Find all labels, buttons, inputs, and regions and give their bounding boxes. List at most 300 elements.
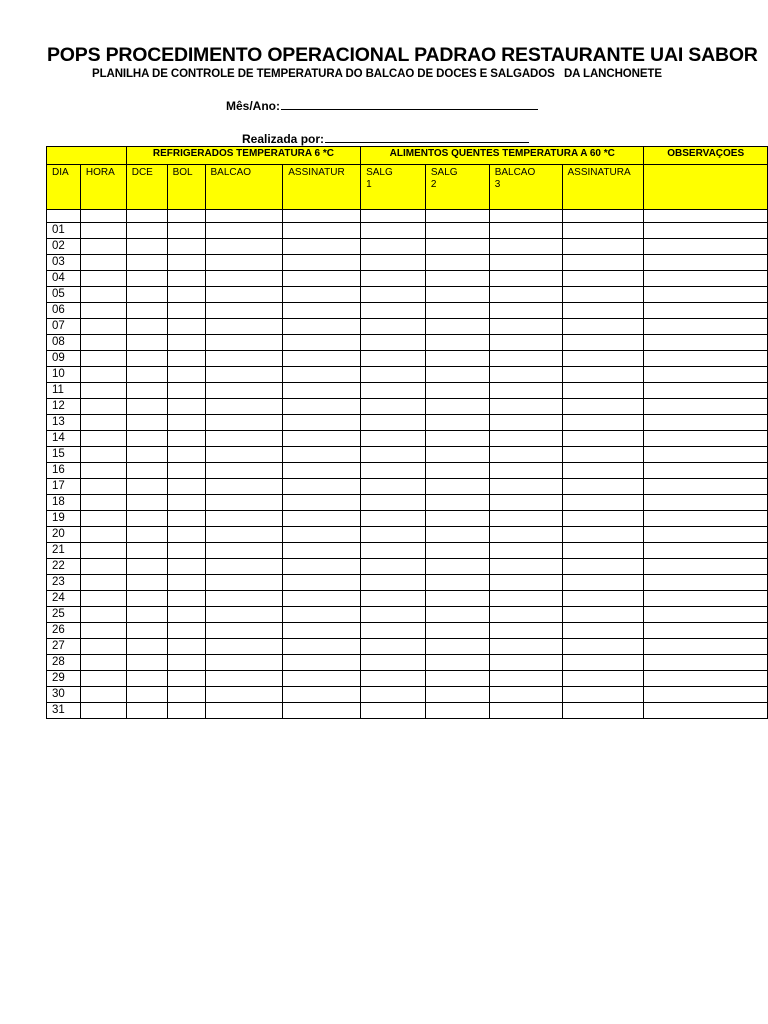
entry-cell[interactable] — [80, 271, 126, 287]
entry-cell[interactable] — [361, 399, 426, 415]
entry-cell[interactable] — [283, 559, 361, 575]
entry-cell[interactable] — [425, 687, 489, 703]
entry-cell[interactable] — [126, 239, 167, 255]
entry-cell[interactable] — [205, 479, 283, 495]
entry-cell[interactable] — [126, 495, 167, 511]
entry-cell[interactable] — [283, 415, 361, 431]
entry-cell[interactable] — [205, 655, 283, 671]
entry-cell[interactable] — [167, 383, 205, 399]
entry-cell[interactable] — [489, 495, 562, 511]
entry-cell[interactable] — [562, 511, 644, 527]
entry-cell[interactable] — [644, 383, 768, 399]
entry-cell[interactable] — [644, 223, 768, 239]
entry-cell[interactable] — [489, 607, 562, 623]
entry-cell[interactable] — [361, 463, 426, 479]
entry-cell[interactable] — [361, 335, 426, 351]
entry-cell[interactable] — [489, 335, 562, 351]
entry-cell[interactable] — [205, 527, 283, 543]
entry-cell[interactable] — [425, 527, 489, 543]
entry-cell[interactable] — [126, 271, 167, 287]
entry-cell[interactable] — [205, 303, 283, 319]
entry-cell[interactable] — [80, 671, 126, 687]
entry-cell[interactable] — [489, 639, 562, 655]
entry-cell[interactable] — [167, 703, 205, 719]
entry-cell[interactable] — [425, 319, 489, 335]
entry-cell[interactable] — [126, 383, 167, 399]
entry-cell[interactable] — [167, 431, 205, 447]
entry-cell[interactable] — [283, 623, 361, 639]
entry-cell[interactable] — [283, 399, 361, 415]
entry-cell[interactable] — [80, 623, 126, 639]
entry-cell[interactable] — [562, 303, 644, 319]
entry-cell[interactable] — [489, 703, 562, 719]
entry-cell[interactable] — [644, 575, 768, 591]
entry-cell[interactable] — [489, 223, 562, 239]
entry-cell[interactable] — [361, 655, 426, 671]
entry-cell[interactable] — [167, 255, 205, 271]
entry-cell[interactable] — [126, 351, 167, 367]
entry-cell[interactable] — [283, 239, 361, 255]
entry-cell[interactable] — [126, 639, 167, 655]
entry-cell[interactable] — [205, 351, 283, 367]
entry-cell[interactable] — [126, 575, 167, 591]
entry-cell[interactable] — [489, 623, 562, 639]
entry-cell[interactable] — [562, 239, 644, 255]
entry-cell[interactable] — [283, 351, 361, 367]
entry-cell[interactable] — [425, 671, 489, 687]
entry-cell[interactable] — [562, 383, 644, 399]
entry-cell[interactable] — [126, 447, 167, 463]
entry-cell[interactable] — [361, 671, 426, 687]
entry-cell[interactable] — [361, 527, 426, 543]
entry-cell[interactable] — [562, 527, 644, 543]
entry-cell[interactable] — [644, 303, 768, 319]
entry-cell[interactable] — [425, 575, 489, 591]
entry-cell[interactable] — [361, 479, 426, 495]
entry-cell[interactable] — [425, 431, 489, 447]
entry-cell[interactable] — [562, 703, 644, 719]
entry-cell[interactable] — [644, 367, 768, 383]
entry-cell[interactable] — [80, 351, 126, 367]
entry-cell[interactable] — [489, 479, 562, 495]
entry-cell[interactable] — [489, 431, 562, 447]
entry-cell[interactable] — [644, 703, 768, 719]
entry-cell[interactable] — [80, 479, 126, 495]
entry-cell[interactable] — [167, 447, 205, 463]
entry-cell[interactable] — [425, 335, 489, 351]
entry-cell[interactable] — [126, 463, 167, 479]
entry-cell[interactable] — [167, 575, 205, 591]
entry-cell[interactable] — [489, 239, 562, 255]
entry-cell[interactable] — [489, 351, 562, 367]
entry-cell[interactable] — [167, 687, 205, 703]
entry-cell[interactable] — [167, 527, 205, 543]
entry-cell[interactable] — [205, 447, 283, 463]
entry-cell[interactable] — [126, 623, 167, 639]
entry-cell[interactable] — [562, 399, 644, 415]
entry-cell[interactable] — [126, 591, 167, 607]
entry-cell[interactable] — [80, 383, 126, 399]
entry-cell[interactable] — [361, 687, 426, 703]
entry-cell[interactable] — [425, 463, 489, 479]
entry-cell[interactable] — [167, 543, 205, 559]
entry-cell[interactable] — [167, 223, 205, 239]
entry-cell[interactable] — [167, 399, 205, 415]
entry-cell[interactable] — [80, 527, 126, 543]
entry-cell[interactable] — [644, 415, 768, 431]
entry-cell[interactable] — [167, 351, 205, 367]
entry-cell[interactable] — [80, 415, 126, 431]
entry-cell[interactable] — [425, 623, 489, 639]
entry-cell[interactable] — [489, 319, 562, 335]
entry-cell[interactable] — [205, 271, 283, 287]
entry-cell[interactable] — [489, 383, 562, 399]
entry-cell[interactable] — [167, 303, 205, 319]
entry-cell[interactable] — [205, 239, 283, 255]
entry-cell[interactable] — [562, 271, 644, 287]
entry-cell[interactable] — [425, 511, 489, 527]
entry-cell[interactable] — [167, 639, 205, 655]
entry-cell[interactable] — [562, 687, 644, 703]
entry-cell[interactable] — [283, 447, 361, 463]
entry-cell[interactable] — [425, 479, 489, 495]
entry-cell[interactable] — [489, 415, 562, 431]
entry-cell[interactable] — [205, 255, 283, 271]
entry-cell[interactable] — [283, 431, 361, 447]
entry-cell[interactable] — [361, 351, 426, 367]
entry-cell[interactable] — [283, 255, 361, 271]
entry-cell[interactable] — [489, 287, 562, 303]
entry-cell[interactable] — [205, 671, 283, 687]
entry-cell[interactable] — [80, 255, 126, 271]
entry-cell[interactable] — [126, 335, 167, 351]
entry-cell[interactable] — [126, 399, 167, 415]
entry-cell[interactable] — [489, 303, 562, 319]
entry-cell[interactable] — [489, 255, 562, 271]
entry-cell[interactable] — [562, 591, 644, 607]
entry-cell[interactable] — [80, 335, 126, 351]
entry-cell[interactable] — [562, 479, 644, 495]
entry-cell[interactable] — [425, 367, 489, 383]
entry-cell[interactable] — [489, 543, 562, 559]
entry-cell[interactable] — [644, 527, 768, 543]
entry-cell[interactable] — [361, 223, 426, 239]
entry-cell[interactable] — [361, 575, 426, 591]
entry-cell[interactable] — [126, 655, 167, 671]
realizada-por-blank-line[interactable] — [325, 130, 529, 143]
entry-cell[interactable] — [126, 511, 167, 527]
entry-cell[interactable] — [361, 703, 426, 719]
entry-cell[interactable] — [361, 239, 426, 255]
entry-cell[interactable] — [562, 575, 644, 591]
entry-cell[interactable] — [425, 255, 489, 271]
entry-cell[interactable] — [205, 367, 283, 383]
entry-cell[interactable] — [489, 575, 562, 591]
entry-cell[interactable] — [644, 671, 768, 687]
entry-cell[interactable] — [283, 687, 361, 703]
entry-cell[interactable] — [644, 463, 768, 479]
entry-cell[interactable] — [205, 559, 283, 575]
entry-cell[interactable] — [283, 303, 361, 319]
entry-cell[interactable] — [562, 319, 644, 335]
entry-cell[interactable] — [167, 559, 205, 575]
entry-cell[interactable] — [80, 559, 126, 575]
entry-cell[interactable] — [644, 287, 768, 303]
entry-cell[interactable] — [562, 543, 644, 559]
entry-cell[interactable] — [283, 575, 361, 591]
entry-cell[interactable] — [80, 303, 126, 319]
entry-cell[interactable] — [361, 271, 426, 287]
entry-cell[interactable] — [283, 463, 361, 479]
entry-cell[interactable] — [644, 431, 768, 447]
entry-cell[interactable] — [361, 303, 426, 319]
entry-cell[interactable] — [425, 639, 489, 655]
entry-cell[interactable] — [283, 319, 361, 335]
entry-cell[interactable] — [80, 607, 126, 623]
entry-cell[interactable] — [126, 223, 167, 239]
entry-cell[interactable] — [361, 511, 426, 527]
entry-cell[interactable] — [205, 319, 283, 335]
entry-cell[interactable] — [283, 223, 361, 239]
entry-cell[interactable] — [80, 591, 126, 607]
entry-cell[interactable] — [425, 703, 489, 719]
entry-cell[interactable] — [205, 383, 283, 399]
entry-cell[interactable] — [562, 623, 644, 639]
entry-cell[interactable] — [283, 495, 361, 511]
entry-cell[interactable] — [425, 447, 489, 463]
entry-cell[interactable] — [562, 351, 644, 367]
entry-cell[interactable] — [425, 415, 489, 431]
entry-cell[interactable] — [425, 239, 489, 255]
entry-cell[interactable] — [167, 671, 205, 687]
entry-cell[interactable] — [167, 463, 205, 479]
entry-cell[interactable] — [489, 559, 562, 575]
entry-cell[interactable] — [283, 639, 361, 655]
entry-cell[interactable] — [126, 543, 167, 559]
entry-cell[interactable] — [283, 607, 361, 623]
entry-cell[interactable] — [425, 303, 489, 319]
entry-cell[interactable] — [644, 335, 768, 351]
entry-cell[interactable] — [361, 415, 426, 431]
entry-cell[interactable] — [644, 351, 768, 367]
entry-cell[interactable] — [283, 511, 361, 527]
entry-cell[interactable] — [126, 303, 167, 319]
entry-cell[interactable] — [361, 607, 426, 623]
entry-cell[interactable] — [425, 223, 489, 239]
entry-cell[interactable] — [283, 655, 361, 671]
entry-cell[interactable] — [562, 255, 644, 271]
entry-cell[interactable] — [644, 591, 768, 607]
entry-cell[interactable] — [80, 639, 126, 655]
entry-cell[interactable] — [205, 495, 283, 511]
entry-cell[interactable] — [126, 671, 167, 687]
entry-cell[interactable] — [489, 367, 562, 383]
entry-cell[interactable] — [80, 319, 126, 335]
entry-cell[interactable] — [562, 335, 644, 351]
entry-cell[interactable] — [80, 575, 126, 591]
entry-cell[interactable] — [205, 623, 283, 639]
entry-cell[interactable] — [80, 687, 126, 703]
entry-cell[interactable] — [425, 383, 489, 399]
entry-cell[interactable] — [562, 495, 644, 511]
entry-cell[interactable] — [644, 639, 768, 655]
entry-cell[interactable] — [167, 271, 205, 287]
entry-cell[interactable] — [361, 495, 426, 511]
entry-cell[interactable] — [361, 383, 426, 399]
entry-cell[interactable] — [644, 511, 768, 527]
entry-cell[interactable] — [562, 639, 644, 655]
entry-cell[interactable] — [489, 271, 562, 287]
entry-cell[interactable] — [283, 527, 361, 543]
entry-cell[interactable] — [80, 543, 126, 559]
entry-cell[interactable] — [167, 479, 205, 495]
entry-cell[interactable] — [562, 223, 644, 239]
entry-cell[interactable] — [126, 703, 167, 719]
entry-cell[interactable] — [644, 687, 768, 703]
entry-cell[interactable] — [562, 559, 644, 575]
entry-cell[interactable] — [644, 607, 768, 623]
entry-cell[interactable] — [361, 367, 426, 383]
entry-cell[interactable] — [644, 655, 768, 671]
entry-cell[interactable] — [562, 287, 644, 303]
entry-cell[interactable] — [126, 559, 167, 575]
entry-cell[interactable] — [205, 639, 283, 655]
entry-cell[interactable] — [425, 351, 489, 367]
entry-cell[interactable] — [644, 271, 768, 287]
entry-cell[interactable] — [80, 239, 126, 255]
entry-cell[interactable] — [126, 367, 167, 383]
entry-cell[interactable] — [167, 319, 205, 335]
entry-cell[interactable] — [361, 639, 426, 655]
entry-cell[interactable] — [425, 655, 489, 671]
entry-cell[interactable] — [283, 367, 361, 383]
entry-cell[interactable] — [562, 447, 644, 463]
entry-cell[interactable] — [80, 223, 126, 239]
entry-cell[interactable] — [644, 559, 768, 575]
entry-cell[interactable] — [167, 335, 205, 351]
entry-cell[interactable] — [562, 431, 644, 447]
entry-cell[interactable] — [489, 511, 562, 527]
entry-cell[interactable] — [283, 271, 361, 287]
entry-cell[interactable] — [167, 287, 205, 303]
entry-cell[interactable] — [562, 655, 644, 671]
entry-cell[interactable] — [425, 287, 489, 303]
entry-cell[interactable] — [80, 703, 126, 719]
entry-cell[interactable] — [425, 559, 489, 575]
entry-cell[interactable] — [126, 255, 167, 271]
entry-cell[interactable] — [205, 575, 283, 591]
entry-cell[interactable] — [80, 511, 126, 527]
entry-cell[interactable] — [283, 591, 361, 607]
entry-cell[interactable] — [489, 671, 562, 687]
entry-cell[interactable] — [205, 687, 283, 703]
entry-cell[interactable] — [489, 399, 562, 415]
entry-cell[interactable] — [126, 607, 167, 623]
entry-cell[interactable] — [425, 399, 489, 415]
entry-cell[interactable] — [644, 319, 768, 335]
entry-cell[interactable] — [205, 287, 283, 303]
entry-cell[interactable] — [425, 271, 489, 287]
entry-cell[interactable] — [489, 447, 562, 463]
entry-cell[interactable] — [205, 607, 283, 623]
entry-cell[interactable] — [489, 591, 562, 607]
entry-cell[interactable] — [489, 527, 562, 543]
entry-cell[interactable] — [283, 479, 361, 495]
entry-cell[interactable] — [167, 623, 205, 639]
entry-cell[interactable] — [126, 687, 167, 703]
entry-cell[interactable] — [644, 239, 768, 255]
entry-cell[interactable] — [562, 415, 644, 431]
entry-cell[interactable] — [283, 543, 361, 559]
mes-ano-blank-line[interactable] — [281, 97, 538, 110]
entry-cell[interactable] — [205, 335, 283, 351]
entry-cell[interactable] — [361, 319, 426, 335]
entry-cell[interactable] — [80, 287, 126, 303]
entry-cell[interactable] — [167, 607, 205, 623]
entry-cell[interactable] — [361, 591, 426, 607]
entry-cell[interactable] — [361, 255, 426, 271]
entry-cell[interactable] — [425, 543, 489, 559]
entry-cell[interactable] — [644, 447, 768, 463]
entry-cell[interactable] — [283, 671, 361, 687]
entry-cell[interactable] — [644, 623, 768, 639]
entry-cell[interactable] — [80, 367, 126, 383]
entry-cell[interactable] — [489, 655, 562, 671]
entry-cell[interactable] — [205, 511, 283, 527]
entry-cell[interactable] — [361, 543, 426, 559]
entry-cell[interactable] — [126, 415, 167, 431]
entry-cell[interactable] — [361, 431, 426, 447]
entry-cell[interactable] — [205, 223, 283, 239]
entry-cell[interactable] — [205, 399, 283, 415]
entry-cell[interactable] — [167, 367, 205, 383]
entry-cell[interactable] — [283, 383, 361, 399]
entry-cell[interactable] — [562, 463, 644, 479]
entry-cell[interactable] — [489, 463, 562, 479]
entry-cell[interactable] — [80, 431, 126, 447]
entry-cell[interactable] — [167, 495, 205, 511]
entry-cell[interactable] — [167, 239, 205, 255]
entry-cell[interactable] — [126, 287, 167, 303]
entry-cell[interactable] — [205, 431, 283, 447]
entry-cell[interactable] — [283, 287, 361, 303]
entry-cell[interactable] — [80, 495, 126, 511]
entry-cell[interactable] — [361, 447, 426, 463]
entry-cell[interactable] — [644, 543, 768, 559]
entry-cell[interactable] — [205, 415, 283, 431]
entry-cell[interactable] — [205, 463, 283, 479]
entry-cell[interactable] — [80, 447, 126, 463]
entry-cell[interactable] — [126, 319, 167, 335]
entry-cell[interactable] — [80, 463, 126, 479]
entry-cell[interactable] — [361, 623, 426, 639]
entry-cell[interactable] — [644, 399, 768, 415]
entry-cell[interactable] — [644, 479, 768, 495]
entry-cell[interactable] — [126, 479, 167, 495]
entry-cell[interactable] — [80, 399, 126, 415]
entry-cell[interactable] — [644, 495, 768, 511]
entry-cell[interactable] — [126, 431, 167, 447]
entry-cell[interactable] — [425, 591, 489, 607]
entry-cell[interactable] — [205, 591, 283, 607]
entry-cell[interactable] — [80, 655, 126, 671]
entry-cell[interactable] — [361, 559, 426, 575]
entry-cell[interactable] — [283, 703, 361, 719]
entry-cell[interactable] — [425, 607, 489, 623]
entry-cell[interactable] — [167, 655, 205, 671]
entry-cell[interactable] — [167, 511, 205, 527]
entry-cell[interactable] — [425, 495, 489, 511]
